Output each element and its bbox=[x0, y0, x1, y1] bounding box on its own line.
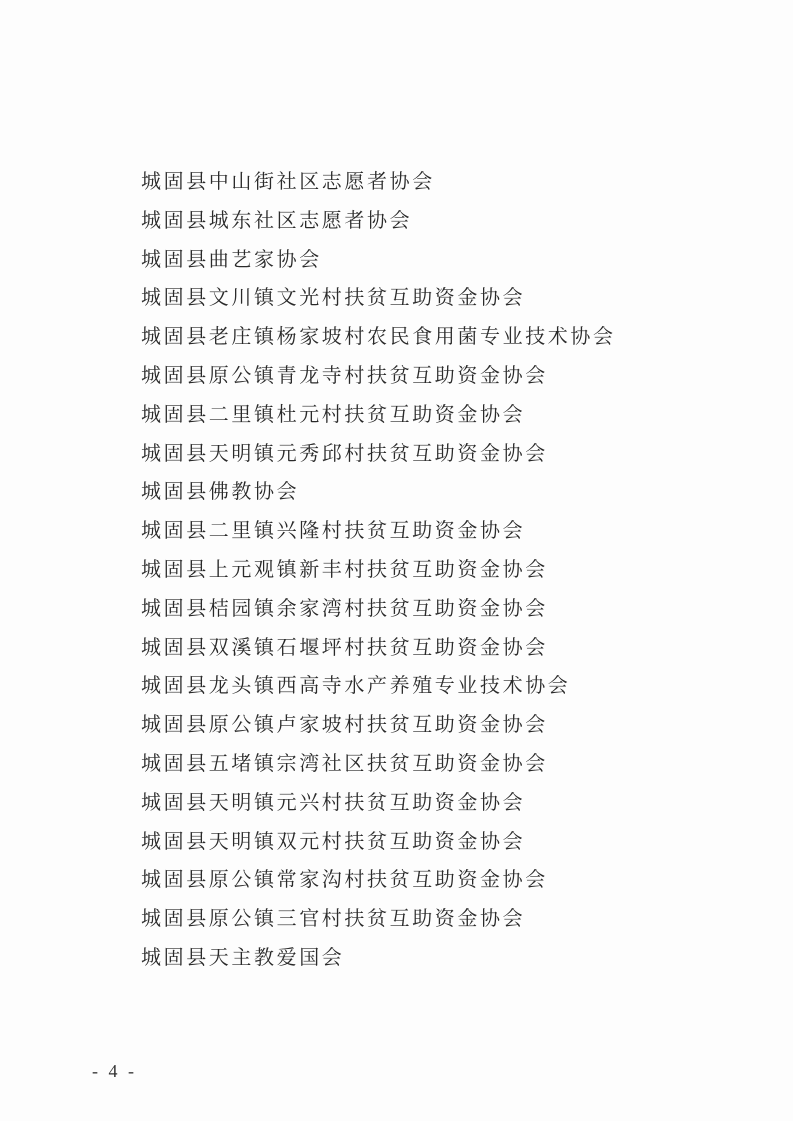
list-item: 城固县二里镇杜元村扶贫互助资金协会 bbox=[141, 401, 526, 426]
list-item: 城固县原公镇卢家坡村扶贫互助资金协会 bbox=[141, 712, 548, 737]
list-item: 城固县龙头镇西高寺水产养殖专业技术协会 bbox=[141, 673, 571, 698]
list-item: 城固县天明镇元兴村扶贫互助资金协会 bbox=[141, 789, 526, 814]
list-item: 城固县文川镇文光村扶贫互助资金协会 bbox=[141, 285, 526, 310]
list-item: 城固县原公镇三官村扶贫互助资金协会 bbox=[141, 906, 526, 931]
list-item: 城固县上元观镇新丰村扶贫互助资金协会 bbox=[141, 556, 548, 581]
list-item: 城固县桔园镇余家湾村扶贫互助资金协会 bbox=[141, 595, 548, 620]
list-item: 城固县天明镇元秀邱村扶贫互助资金协会 bbox=[141, 440, 548, 465]
list-item: 城固县天主教爱国会 bbox=[141, 944, 345, 969]
list-item: 城固县佛教协会 bbox=[141, 479, 300, 504]
list-item: 城固县天明镇双元村扶贫互助资金协会 bbox=[141, 828, 526, 853]
list-item: 城固县老庄镇杨家坡村农民食用菌专业技术协会 bbox=[141, 324, 616, 349]
list-item: 城固县原公镇青龙寺村扶贫互助资金协会 bbox=[141, 362, 548, 387]
list-item: 城固县五堵镇宗湾社区扶贫互助资金协会 bbox=[141, 750, 548, 775]
organization-list bbox=[141, 162, 616, 977]
list-item: 城固县二里镇兴隆村扶贫互助资金协会 bbox=[141, 518, 526, 543]
list-item: 城固县中山街社区志愿者协会 bbox=[141, 169, 435, 193]
list-item: 城固县双溪镇石堰坪村扶贫互助资金协会 bbox=[141, 634, 548, 659]
page-number: - 4 - bbox=[92, 1061, 137, 1081]
list-item: 城固县城东社区志愿者协会 bbox=[141, 207, 413, 232]
list-item: 城固县曲艺家协会 bbox=[141, 246, 322, 271]
list-item: 城固县原公镇常家沟村扶贫互助资金协会 bbox=[141, 867, 548, 892]
